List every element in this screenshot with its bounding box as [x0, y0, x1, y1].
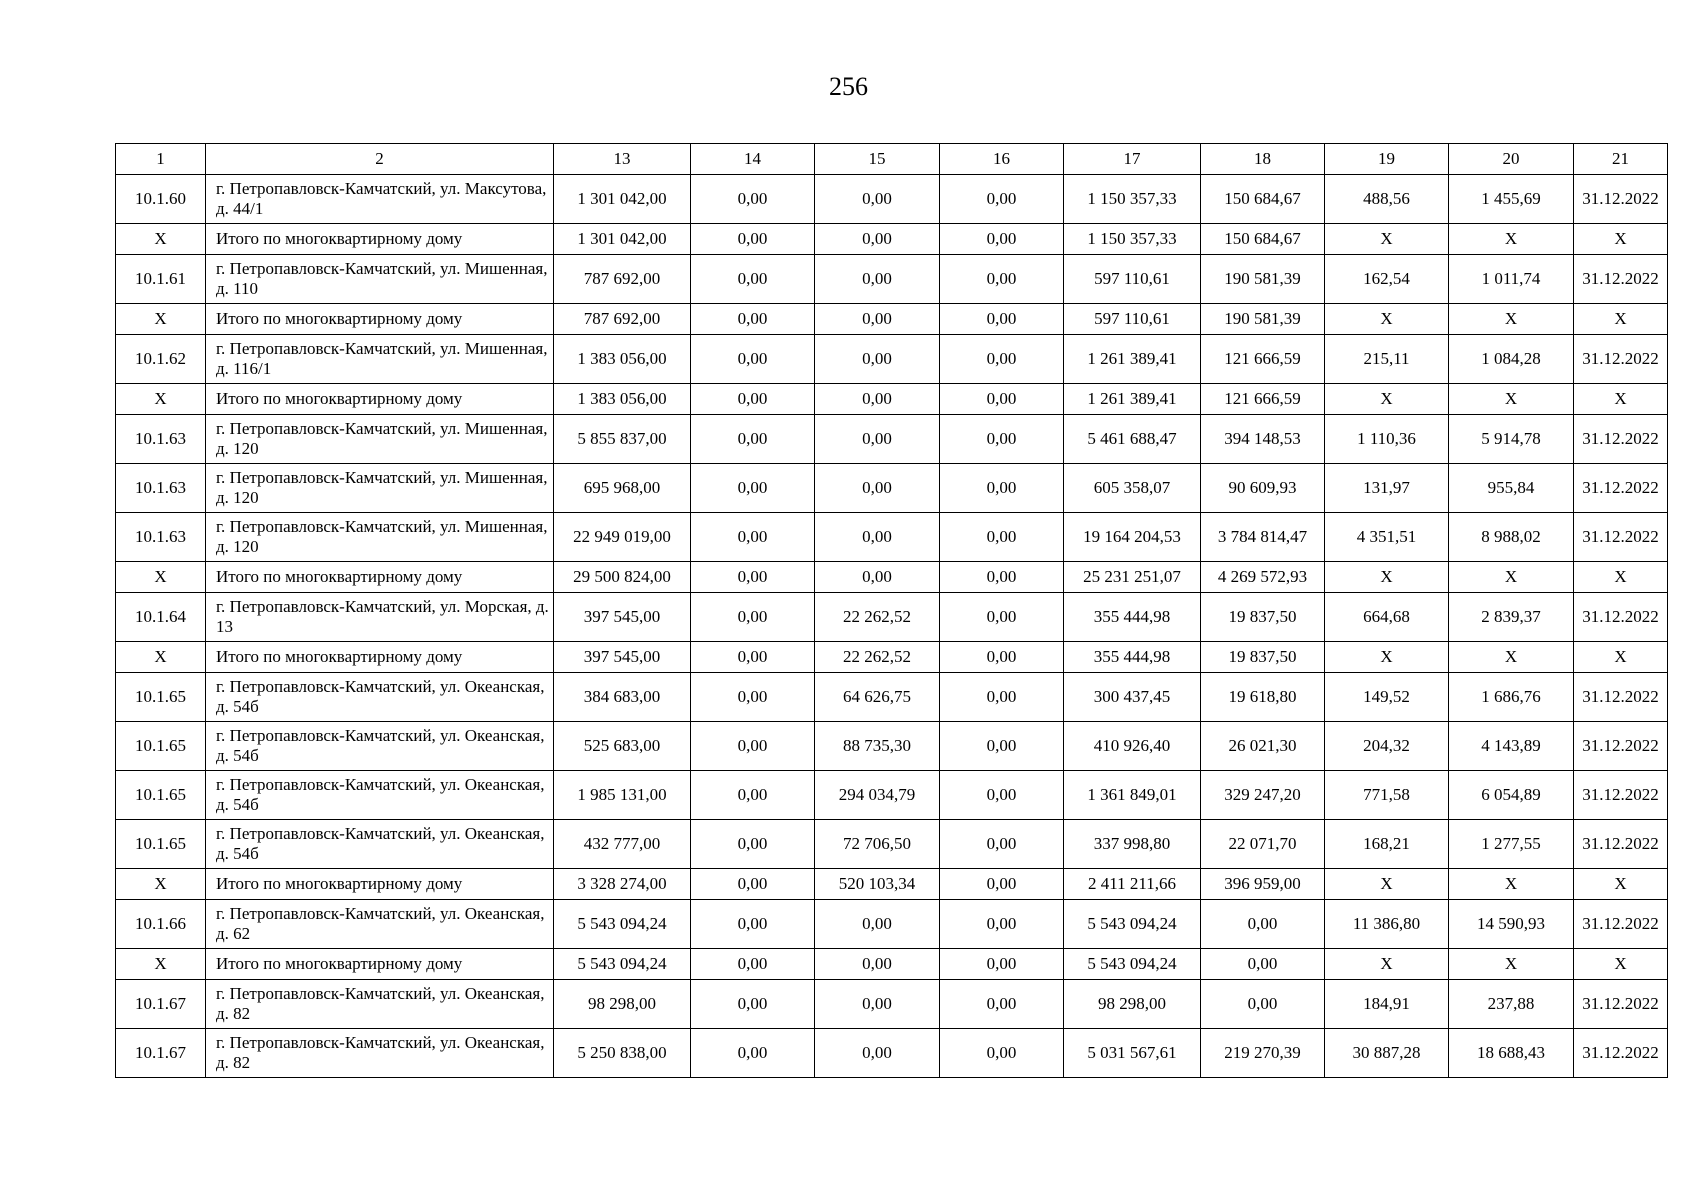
col-21-cell: Х [1574, 562, 1668, 593]
col-14-cell: 0,00 [691, 900, 815, 949]
address-cell: Итого по многоквартирному дому [206, 562, 554, 593]
col-14-cell: 0,00 [691, 513, 815, 562]
col-18-cell: 219 270,39 [1201, 1029, 1325, 1078]
col-18-cell: 0,00 [1201, 949, 1325, 980]
col-16-cell: 0,00 [940, 562, 1064, 593]
col-17-cell: 5 543 094,24 [1064, 949, 1201, 980]
col-19-cell: 488,56 [1325, 175, 1449, 224]
col-18-cell: 90 609,93 [1201, 464, 1325, 513]
col-19-cell: Х [1325, 949, 1449, 980]
column-header: 2 [206, 144, 554, 175]
col-19-cell: 162,54 [1325, 255, 1449, 304]
col-17-cell: 5 543 094,24 [1064, 900, 1201, 949]
col-18-cell: 396 959,00 [1201, 869, 1325, 900]
col-20-cell: Х [1449, 642, 1574, 673]
col-18-cell: 121 666,59 [1201, 335, 1325, 384]
col-21-cell: 31.12.2022 [1574, 255, 1668, 304]
col-18-cell: 394 148,53 [1201, 415, 1325, 464]
col-20-cell: Х [1449, 224, 1574, 255]
col-15-cell: 0,00 [815, 415, 940, 464]
col-14-cell: 0,00 [691, 949, 815, 980]
col-18-cell: 150 684,67 [1201, 224, 1325, 255]
col-14-cell: 0,00 [691, 820, 815, 869]
col-21-cell: Х [1574, 304, 1668, 335]
total-row [116, 869, 1668, 900]
col-16-cell: 0,00 [940, 771, 1064, 820]
address-cell: г. Петропавловск-Камчатский, ул. Океанская, д. 54б [206, 771, 554, 820]
col-18-cell: 4 269 572,93 [1201, 562, 1325, 593]
col-15-cell: 64 626,75 [815, 673, 940, 722]
col-13-cell: 1 301 042,00 [554, 175, 691, 224]
table-row [116, 464, 1668, 513]
col-21-cell: 31.12.2022 [1574, 464, 1668, 513]
col-21-cell: Х [1574, 224, 1668, 255]
col-15-cell: 0,00 [815, 175, 940, 224]
col-21-cell: 31.12.2022 [1574, 722, 1668, 771]
col-15-cell: 0,00 [815, 255, 940, 304]
col-20-cell: Х [1449, 304, 1574, 335]
col-13-cell: 397 545,00 [554, 593, 691, 642]
col-15-cell: 0,00 [815, 562, 940, 593]
table-row [116, 255, 1668, 304]
address-cell: Итого по многоквартирному дому [206, 304, 554, 335]
col-20-cell: 4 143,89 [1449, 722, 1574, 771]
col-20-cell: Х [1449, 384, 1574, 415]
address-cell: г. Петропавловск-Камчатский, ул. Океанская, д. 54б [206, 722, 554, 771]
col-13-cell: 787 692,00 [554, 304, 691, 335]
row-number-cell: Х [116, 304, 206, 335]
col-14-cell: 0,00 [691, 175, 815, 224]
col-16-cell: 0,00 [940, 642, 1064, 673]
col-14-cell: 0,00 [691, 1029, 815, 1078]
column-header: 19 [1325, 144, 1449, 175]
row-number-cell: 10.1.65 [116, 673, 206, 722]
total-row [116, 384, 1668, 415]
address-cell: Итого по многоквартирному дому [206, 224, 554, 255]
col-21-cell: Х [1574, 869, 1668, 900]
table-row [116, 980, 1668, 1029]
col-20-cell: 6 054,89 [1449, 771, 1574, 820]
row-number-cell: 10.1.65 [116, 820, 206, 869]
col-19-cell: 4 351,51 [1325, 513, 1449, 562]
row-number-cell: Х [116, 224, 206, 255]
col-16-cell: 0,00 [940, 820, 1064, 869]
col-20-cell: 1 686,76 [1449, 673, 1574, 722]
column-header: 21 [1574, 144, 1668, 175]
table-row [116, 771, 1668, 820]
row-number-cell: Х [116, 869, 206, 900]
col-17-cell: 355 444,98 [1064, 642, 1201, 673]
table-row [116, 175, 1668, 224]
col-13-cell: 5 855 837,00 [554, 415, 691, 464]
col-19-cell: Х [1325, 224, 1449, 255]
col-13-cell: 5 250 838,00 [554, 1029, 691, 1078]
column-header: 20 [1449, 144, 1574, 175]
address-cell: Итого по многоквартирному дому [206, 642, 554, 673]
col-13-cell: 22 949 019,00 [554, 513, 691, 562]
col-21-cell: Х [1574, 642, 1668, 673]
address-cell: г. Петропавловск-Камчатский, ул. Океанская, д. 54б [206, 820, 554, 869]
address-cell: г. Петропавловск-Камчатский, ул. Мишенная, д. 120 [206, 464, 554, 513]
col-17-cell: 597 110,61 [1064, 255, 1201, 304]
address-cell: Итого по многоквартирному дому [206, 949, 554, 980]
table-row [116, 415, 1668, 464]
col-15-cell: 72 706,50 [815, 820, 940, 869]
col-16-cell: 0,00 [940, 900, 1064, 949]
col-16-cell: 0,00 [940, 869, 1064, 900]
col-21-cell: Х [1574, 949, 1668, 980]
address-cell: г. Петропавловск-Камчатский, ул. Мишенная, д. 120 [206, 513, 554, 562]
col-14-cell: 0,00 [691, 642, 815, 673]
col-18-cell: 19 618,80 [1201, 673, 1325, 722]
col-14-cell: 0,00 [691, 304, 815, 335]
col-19-cell: 168,21 [1325, 820, 1449, 869]
col-16-cell: 0,00 [940, 949, 1064, 980]
col-18-cell: 121 666,59 [1201, 384, 1325, 415]
col-18-cell: 190 581,39 [1201, 304, 1325, 335]
col-18-cell: 0,00 [1201, 980, 1325, 1029]
col-15-cell: 0,00 [815, 949, 940, 980]
col-16-cell: 0,00 [940, 722, 1064, 771]
col-21-cell: 31.12.2022 [1574, 771, 1668, 820]
row-number-cell: 10.1.65 [116, 722, 206, 771]
col-15-cell: 0,00 [815, 513, 940, 562]
col-15-cell: 0,00 [815, 224, 940, 255]
total-row [116, 562, 1668, 593]
col-19-cell: 1 110,36 [1325, 415, 1449, 464]
column-header: 17 [1064, 144, 1201, 175]
row-number-cell: 10.1.67 [116, 1029, 206, 1078]
col-19-cell: 184,91 [1325, 980, 1449, 1029]
page-number: 256 [829, 72, 868, 101]
col-14-cell: 0,00 [691, 673, 815, 722]
col-20-cell: 18 688,43 [1449, 1029, 1574, 1078]
col-18-cell: 190 581,39 [1201, 255, 1325, 304]
column-header: 14 [691, 144, 815, 175]
col-21-cell: 31.12.2022 [1574, 1029, 1668, 1078]
col-13-cell: 695 968,00 [554, 464, 691, 513]
col-16-cell: 0,00 [940, 1029, 1064, 1078]
col-20-cell: 1 084,28 [1449, 335, 1574, 384]
col-14-cell: 0,00 [691, 255, 815, 304]
col-20-cell: 14 590,93 [1449, 900, 1574, 949]
table-row [116, 513, 1668, 562]
col-16-cell: 0,00 [940, 593, 1064, 642]
row-number-cell: Х [116, 384, 206, 415]
total-row [116, 224, 1668, 255]
row-number-cell: 10.1.63 [116, 415, 206, 464]
col-14-cell: 0,00 [691, 980, 815, 1029]
col-15-cell: 294 034,79 [815, 771, 940, 820]
col-21-cell: 31.12.2022 [1574, 980, 1668, 1029]
col-14-cell: 0,00 [691, 593, 815, 642]
column-header: 18 [1201, 144, 1325, 175]
col-15-cell: 520 103,34 [815, 869, 940, 900]
col-14-cell: 0,00 [691, 464, 815, 513]
col-17-cell: 1 361 849,01 [1064, 771, 1201, 820]
col-17-cell: 1 150 357,33 [1064, 175, 1201, 224]
col-13-cell: 3 328 274,00 [554, 869, 691, 900]
col-17-cell: 5 031 567,61 [1064, 1029, 1201, 1078]
col-20-cell: 1 011,74 [1449, 255, 1574, 304]
col-21-cell: 31.12.2022 [1574, 415, 1668, 464]
row-number-cell: 10.1.60 [116, 175, 206, 224]
col-21-cell: 31.12.2022 [1574, 335, 1668, 384]
col-17-cell: 605 358,07 [1064, 464, 1201, 513]
address-cell: г. Петропавловск-Камчатский, ул. Мишенная, д. 110 [206, 255, 554, 304]
row-number-cell: 10.1.63 [116, 513, 206, 562]
col-14-cell: 0,00 [691, 224, 815, 255]
address-cell: г. Петропавловск-Камчатский, ул. Океанская, д. 82 [206, 1029, 554, 1078]
col-18-cell: 19 837,50 [1201, 642, 1325, 673]
col-16-cell: 0,00 [940, 980, 1064, 1029]
row-number-cell: 10.1.65 [116, 771, 206, 820]
column-header: 13 [554, 144, 691, 175]
col-19-cell: Х [1325, 384, 1449, 415]
col-19-cell: 771,58 [1325, 771, 1449, 820]
col-13-cell: 1 383 056,00 [554, 384, 691, 415]
col-14-cell: 0,00 [691, 415, 815, 464]
col-16-cell: 0,00 [940, 673, 1064, 722]
col-20-cell: 955,84 [1449, 464, 1574, 513]
address-cell: Итого по многоквартирному дому [206, 869, 554, 900]
col-14-cell: 0,00 [691, 562, 815, 593]
col-15-cell: 0,00 [815, 335, 940, 384]
col-18-cell: 0,00 [1201, 900, 1325, 949]
col-19-cell: 11 386,80 [1325, 900, 1449, 949]
col-16-cell: 0,00 [940, 175, 1064, 224]
col-13-cell: 98 298,00 [554, 980, 691, 1029]
total-row [116, 304, 1668, 335]
col-17-cell: 337 998,80 [1064, 820, 1201, 869]
col-13-cell: 1 301 042,00 [554, 224, 691, 255]
col-21-cell: 31.12.2022 [1574, 175, 1668, 224]
address-cell: г. Петропавловск-Камчатский, ул. Океанская, д. 62 [206, 900, 554, 949]
column-header: 1 [116, 144, 206, 175]
col-13-cell: 1 383 056,00 [554, 335, 691, 384]
col-15-cell: 0,00 [815, 980, 940, 1029]
row-number-cell: 10.1.64 [116, 593, 206, 642]
col-19-cell: Х [1325, 562, 1449, 593]
address-cell: г. Петропавловск-Камчатский, ул. Максутова, д. 44/1 [206, 175, 554, 224]
col-13-cell: 5 543 094,24 [554, 949, 691, 980]
col-20-cell: 8 988,02 [1449, 513, 1574, 562]
col-18-cell: 26 021,30 [1201, 722, 1325, 771]
col-15-cell: 22 262,52 [815, 593, 940, 642]
data-table [115, 143, 1668, 1078]
col-21-cell: Х [1574, 384, 1668, 415]
col-18-cell: 3 784 814,47 [1201, 513, 1325, 562]
address-cell: г. Петропавловск-Камчатский, ул. Океанская, д. 54б [206, 673, 554, 722]
table-row [116, 673, 1668, 722]
col-15-cell: 0,00 [815, 1029, 940, 1078]
col-16-cell: 0,00 [940, 415, 1064, 464]
col-15-cell: 0,00 [815, 304, 940, 335]
col-18-cell: 22 071,70 [1201, 820, 1325, 869]
col-18-cell: 329 247,20 [1201, 771, 1325, 820]
col-20-cell: 2 839,37 [1449, 593, 1574, 642]
row-number-cell: 10.1.63 [116, 464, 206, 513]
col-19-cell: Х [1325, 304, 1449, 335]
address-cell: г. Петропавловск-Камчатский, ул. Морская, д. 13 [206, 593, 554, 642]
col-17-cell: 1 261 389,41 [1064, 335, 1201, 384]
col-16-cell: 0,00 [940, 255, 1064, 304]
col-13-cell: 432 777,00 [554, 820, 691, 869]
col-16-cell: 0,00 [940, 335, 1064, 384]
col-14-cell: 0,00 [691, 869, 815, 900]
col-20-cell: Х [1449, 949, 1574, 980]
col-16-cell: 0,00 [940, 304, 1064, 335]
col-16-cell: 0,00 [940, 384, 1064, 415]
col-16-cell: 0,00 [940, 464, 1064, 513]
col-15-cell: 88 735,30 [815, 722, 940, 771]
col-14-cell: 0,00 [691, 771, 815, 820]
col-13-cell: 787 692,00 [554, 255, 691, 304]
col-15-cell: 0,00 [815, 900, 940, 949]
col-20-cell: Х [1449, 869, 1574, 900]
total-row [116, 642, 1668, 673]
col-19-cell: 131,97 [1325, 464, 1449, 513]
column-header: 15 [815, 144, 940, 175]
col-14-cell: 0,00 [691, 335, 815, 384]
col-17-cell: 25 231 251,07 [1064, 562, 1201, 593]
col-16-cell: 0,00 [940, 224, 1064, 255]
col-13-cell: 5 543 094,24 [554, 900, 691, 949]
col-17-cell: 410 926,40 [1064, 722, 1201, 771]
col-20-cell: 237,88 [1449, 980, 1574, 1029]
col-17-cell: 1 150 357,33 [1064, 224, 1201, 255]
address-cell: г. Петропавловск-Камчатский, ул. Мишенная, д. 120 [206, 415, 554, 464]
col-17-cell: 300 437,45 [1064, 673, 1201, 722]
address-cell: Итого по многоквартирному дому [206, 384, 554, 415]
row-number-cell: 10.1.67 [116, 980, 206, 1029]
col-17-cell: 98 298,00 [1064, 980, 1201, 1029]
col-21-cell: 31.12.2022 [1574, 820, 1668, 869]
col-17-cell: 597 110,61 [1064, 304, 1201, 335]
table-row [116, 593, 1668, 642]
col-19-cell: Х [1325, 869, 1449, 900]
col-20-cell: 1 277,55 [1449, 820, 1574, 869]
col-18-cell: 150 684,67 [1201, 175, 1325, 224]
col-13-cell: 29 500 824,00 [554, 562, 691, 593]
col-17-cell: 355 444,98 [1064, 593, 1201, 642]
total-row [116, 949, 1668, 980]
col-20-cell: 1 455,69 [1449, 175, 1574, 224]
header-row [116, 144, 1668, 175]
address-cell: г. Петропавловск-Камчатский, ул. Мишенная, д. 116/1 [206, 335, 554, 384]
table-row [116, 335, 1668, 384]
col-21-cell: 31.12.2022 [1574, 513, 1668, 562]
col-15-cell: 0,00 [815, 464, 940, 513]
col-13-cell: 384 683,00 [554, 673, 691, 722]
table-row [116, 820, 1668, 869]
col-15-cell: 0,00 [815, 384, 940, 415]
col-19-cell: 204,32 [1325, 722, 1449, 771]
col-16-cell: 0,00 [940, 513, 1064, 562]
col-17-cell: 19 164 204,53 [1064, 513, 1201, 562]
row-number-cell: 10.1.61 [116, 255, 206, 304]
row-number-cell: 10.1.62 [116, 335, 206, 384]
col-21-cell: 31.12.2022 [1574, 673, 1668, 722]
col-18-cell: 19 837,50 [1201, 593, 1325, 642]
table-row [116, 1029, 1668, 1078]
col-21-cell: 31.12.2022 [1574, 900, 1668, 949]
table-row [116, 900, 1668, 949]
col-17-cell: 2 411 211,66 [1064, 869, 1201, 900]
col-15-cell: 22 262,52 [815, 642, 940, 673]
row-number-cell: Х [116, 562, 206, 593]
col-13-cell: 1 985 131,00 [554, 771, 691, 820]
col-14-cell: 0,00 [691, 384, 815, 415]
col-14-cell: 0,00 [691, 722, 815, 771]
col-20-cell: 5 914,78 [1449, 415, 1574, 464]
row-number-cell: Х [116, 642, 206, 673]
row-number-cell: 10.1.66 [116, 900, 206, 949]
col-13-cell: 525 683,00 [554, 722, 691, 771]
col-19-cell: 664,68 [1325, 593, 1449, 642]
col-19-cell: 215,11 [1325, 335, 1449, 384]
col-20-cell: Х [1449, 562, 1574, 593]
col-19-cell: 149,52 [1325, 673, 1449, 722]
col-19-cell: 30 887,28 [1325, 1029, 1449, 1078]
table-row [116, 722, 1668, 771]
address-cell: г. Петропавловск-Камчатский, ул. Океанская, д. 82 [206, 980, 554, 1029]
col-21-cell: 31.12.2022 [1574, 593, 1668, 642]
col-13-cell: 397 545,00 [554, 642, 691, 673]
column-header: 16 [940, 144, 1064, 175]
col-19-cell: Х [1325, 642, 1449, 673]
col-17-cell: 5 461 688,47 [1064, 415, 1201, 464]
row-number-cell: Х [116, 949, 206, 980]
col-17-cell: 1 261 389,41 [1064, 384, 1201, 415]
